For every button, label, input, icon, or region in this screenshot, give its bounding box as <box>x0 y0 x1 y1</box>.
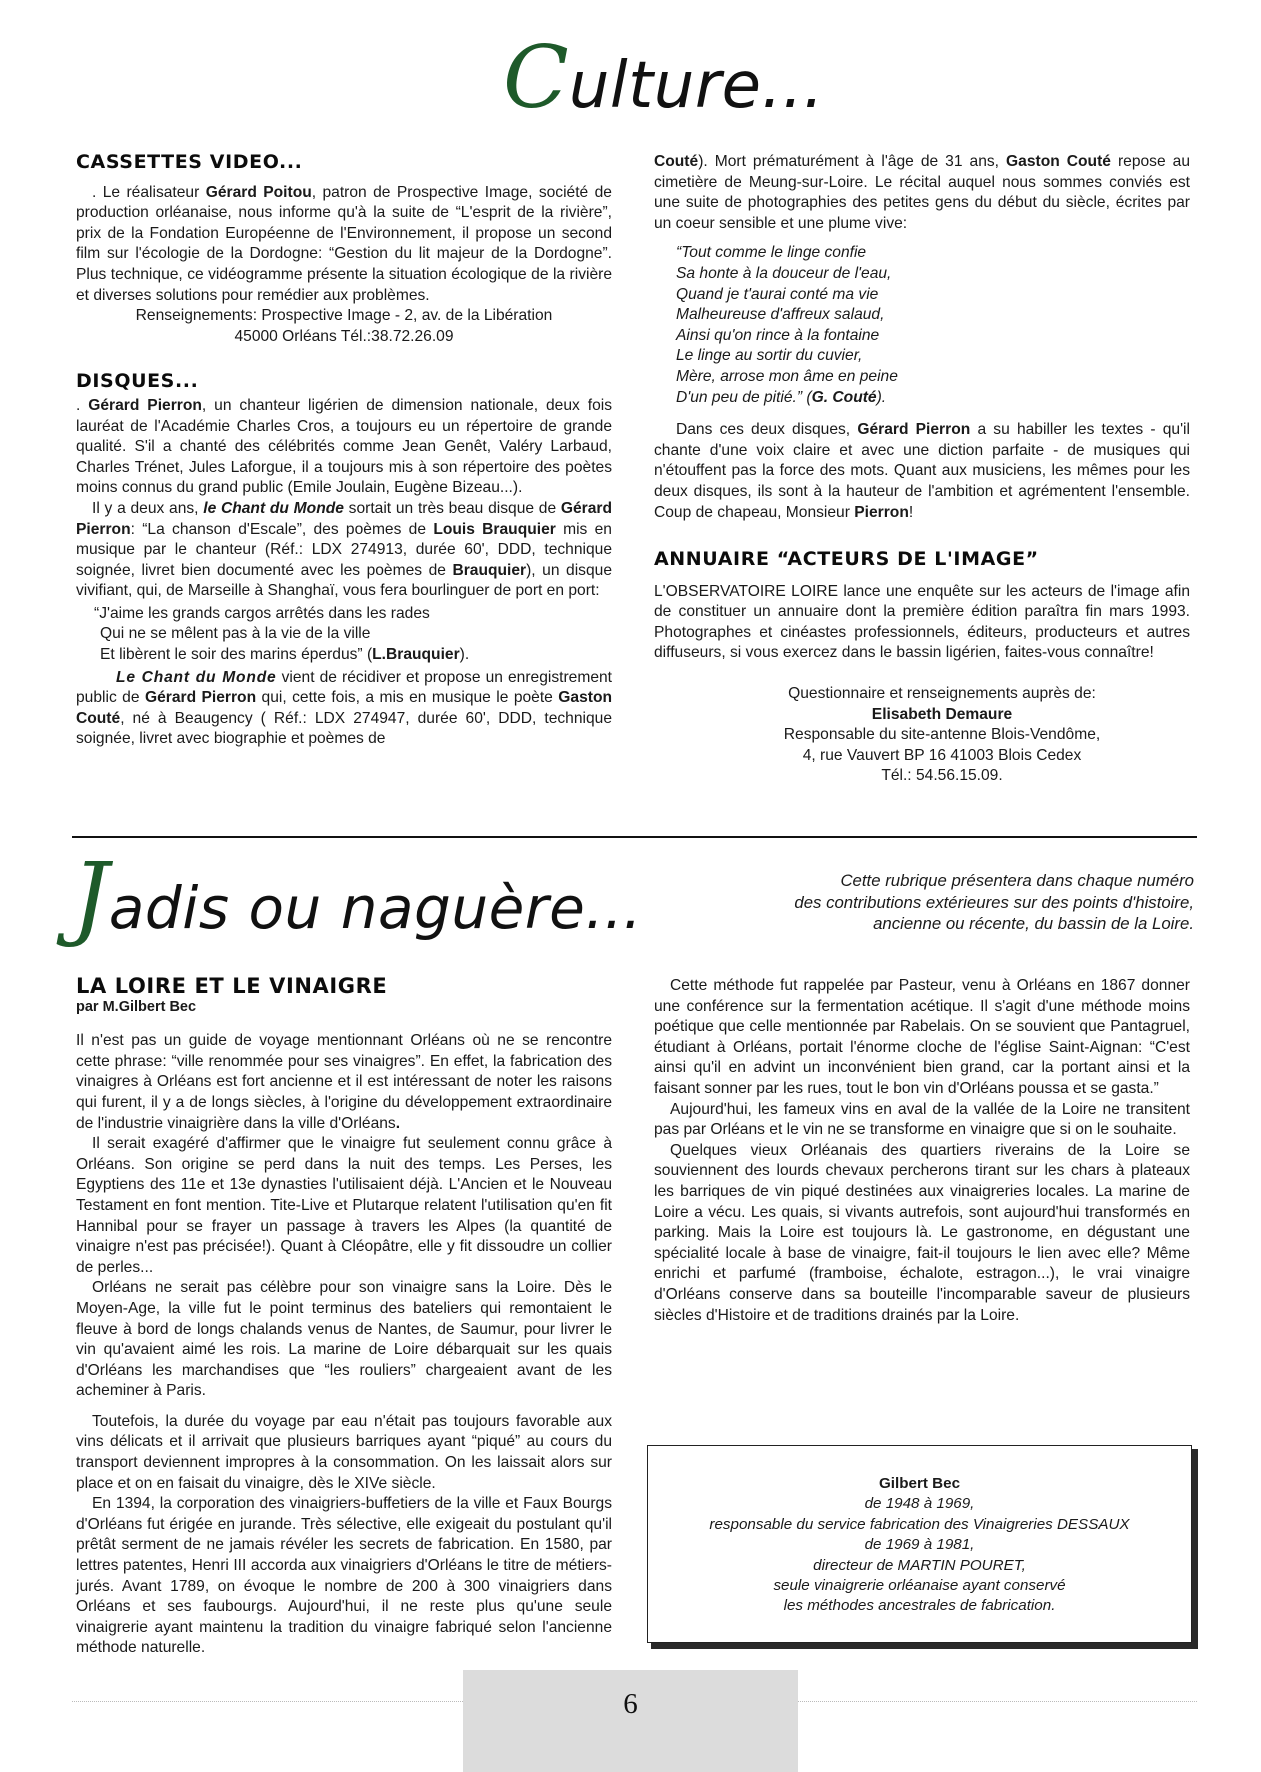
cassettes-info-line-2: 45000 Orléans Tél.:38.72.26.09 <box>234 327 454 345</box>
disques-paragraph-1: . Gérard Pierron, un chanteur ligérien de dimension nationale, deux fois lauréat de l'Académie Charles Cros, a toujours eu un répertoire de grande qualité. S'il a chanté des célébrités comme Jean Genêt, Valéry Larbaud, Charles Trénet, Jules Laforgue, il a toujours mis à son répertoire des poètes moins connus du grand public (Emile Joulain, Eugène Bizeau...). <box>76 396 612 497</box>
article-paragraph-6: Cette méthode fut rappelée par Pasteur, venu à Orléans en 1867 donner une conférence sur la fermentation acétique. Il s'agit d'une méthode moins poétique que celle mentionnée par Rabelais. On se souvient que Pantagruel, étudiant à Orléans, portait l'énorme cloche de l'église Saint-Aignan: “C'est ainsi qu'il en advint un inconvénient bien grand, car la portant ainsi et la faisant sonner par les rues, tout le bon vin d'Orléans poussa et se gasta.” <box>654 977 1190 1097</box>
jadis-title-rest: adis ou naguère... <box>108 874 643 942</box>
annuaire-paragraph: L'OBSERVATOIRE LOIRE lance une enquête sur les acteurs de l'image afin de constituer un annuaire dont la première édition paraîtra fin mars 1993. Photographes et cinéastes professionnels, éditeurs, producteurs et autres diffuseurs, si vous exercez dans le bassin ligérien, faites-vous connaître! <box>654 582 1190 662</box>
article-heading: LA LOIRE ET LE VINAIGRE <box>76 974 388 998</box>
section-heading-disques: DISQUES... <box>76 370 199 393</box>
article-byline: par M.Gilbert Bec <box>76 998 197 1015</box>
culture-title <box>503 28 825 128</box>
culture-title-rest: ulture... <box>568 49 825 123</box>
jadis-right-column <box>654 976 1190 1326</box>
section-heading-cassettes: CASSETTES VIDEO... <box>76 151 303 173</box>
article-paragraph-8: Quelques vieux Orléanais des quartiers riverains de la Loire se souviennent des lourds chevaux percherons tirant sur les chars à plateaux les barriques de vin piqué destinées aux vinaigreries locales. La marine de Loire a vécu. Les quais, si vivants autrefois, sont aujourd'hui transformés en parking. Mais la Loire est toujours là. Le gastronome, en dégustant une spécialité locale à base de vinaigre, fait-il toujours le lien avec elle? Même enrichi et parfumé (framboise, échalote, estragon...), le vrai vinaigre d'Orléans conserve dans sa bouteille l'incomparable saveur de plusieurs siècles d'Histoire et de traditions drainés par la Loire. <box>654 1141 1190 1324</box>
brauquier-poem: “J'aime les grands cargos arrêtés dans les rades Qui ne se mêlent pas à la vie de la ville Et libèrent le soir des marins éperdus” (L.Brauquier). <box>94 604 470 664</box>
jadis-title-initial: J <box>72 843 109 950</box>
bio-line: de 1969 à 1981, <box>864 1536 975 1554</box>
section-heading-annuaire: ANNUAIRE “ACTEURS DE L'IMAGE” <box>654 548 1039 571</box>
coute-poem: “Tout comme le linge confie Sa honte à la douceur de l'eau, Quand je t'aurai conté ma vie Malheureuse d'affreux salaud, Ainsi qu'on rince à la fontaine Le linge au sortir du cuvier, Mère, arrose mon âme en peine D'un peu de pitié.” (G. Couté). <box>676 244 898 406</box>
article-paragraph-3: Orléans ne serait pas célèbre pour son vinaigre sans la Loire. Dès le Moyen-Age, la ville fut le point terminus des bateliers qui remontaient le fleuve à bord de longs chalands venus de Nantes, de Saumur, pour livrer le vin qu'avaient aimé les rois. La marine de Loire débarquait sur les quais d'Orléans les marchandises que “les rouliers” chargeaient avant de les acheminer à Paris. <box>76 1279 612 1400</box>
disques-paragraph-3: Le Chant du Monde vient de récidiver et propose un enregistrement public de Gérard Pierron qui, cette fois, a mis en musique le poète Gaston Couté, né à Beaugency ( Réf.: LDX 274947, durée 60', DDD, technique soignée, livret avec biographie et poèmes de <box>76 668 613 748</box>
jadis-title <box>72 843 643 953</box>
disques-paragraph-4: Dans ces deux disques, Gérard Pierron a su habiller les textes - qu'il chante d'une voix claire et avec une diction parfaite - de musiques qui n'étouffent pas la force des mots. Quant aux musiciens, les mêmes pour les deux disques, ils sont à la hauteur de l'ambition et agrémentent l'ensemble. Coup de chapeau, Monsieur Pierron! <box>654 421 1190 521</box>
jadis-left-column <box>76 976 612 1659</box>
article-paragraph-7: Aujourd'hui, les fameux vins en aval de la vallée de la Loire ne transitent pas par Orléans et le vin ne se transforme en vinaigre que si on le souhaite. <box>654 1100 1190 1139</box>
cassettes-info-line-1: Renseignements: Prospective Image - 2, av. de la Libération <box>135 307 553 325</box>
culture-left-column <box>76 152 612 750</box>
bio-line: seule vinaigrerie orléanaise ayant conservé <box>773 1577 1066 1595</box>
page-number-bar <box>463 1670 798 1772</box>
page-number: 6 <box>623 1688 638 1720</box>
culture-title-initial: C <box>503 28 569 128</box>
bio-line: directeur de MARTIN POURET, <box>813 1556 1026 1574</box>
annuaire-contact: Questionnaire et renseignements auprès de: Elisabeth Demaure Responsable du site-antenne Blois-Vendôme, 4, rue Vauvert BP 16 41003 Blois Cedex Tél.: 54.56.15.09. <box>783 685 1101 785</box>
bio-line: de 1948 à 1969, <box>864 1495 975 1513</box>
article-paragraph-1: Il n'est pas un guide de voyage mentionnant Orléans où ne se rencontre cette phrase: “ville renommée pour ses vinaigres”. En effet, la fabrication des vinaigres à Orléans est fort ancienne et il est intéressant de noter les raisons qui furent, il y a de longs siècles, à l'origine du développement extraordinaire de l'industrie vinaigrière dans la ville d'Orléans. <box>76 1032 612 1132</box>
bio-line: les méthodes ancestrales de fabrication. <box>783 1597 1056 1615</box>
bio-line: responsable du service fabrication des Vinaigreries DESSAUX <box>709 1515 1130 1533</box>
cassettes-paragraph: . Le réalisateur Gérard Poitou, patron de Prospective Image, société de production orléanaise, nous informe qu'à la suite de “L'esprit de la rivière”, prix de la Fondation Européenne de l'Environnement, il propose un second film sur l'écologie de la Dordogne: “Gestion du lit majeur de la Dordogne”. Plus technique, ce vidéogramme présente la situation écologique de la rivière et diverses solutions pour remédier aux problèmes. <box>76 183 612 304</box>
disques-paragraph-2: Il y a deux ans, le Chant du Monde sortait un très beau disque de Gérard Pierron: “La chanson d'Escale”, des poèmes de Louis Brauquier mis en musique par le chanteur (Réf.: LDX 274913, durée 60', DDD, technique soignée, livret bien documenté avec les poèmes de Brauquier), un disque vivifiant, qui, de Marseille à Shanghaï, vous fera bourlinguer de port en port: <box>76 499 613 600</box>
bio-name: Gilbert Bec <box>878 1475 961 1492</box>
jadis-intro: Cette rubrique présentera dans chaque numéro des contributions extérieures sur des points d'histoire, ancienne ou récente, du bassin de la Loire. <box>794 871 1194 933</box>
bio-box <box>647 1445 1192 1643</box>
article-paragraph-2: Il serait exagéré d'affirmer que le vinaigre fut seulement connu grâce à Orléans. Son origine se perd dans la nuit des temps. Les Perses, les Egyptiens des 11e et 13e dynasties l'utilisaient déjà. L'Ancien et le Nouveau Testament en font mention. Tite-Live et Plutarque relatent l'utilisation qu'en fit Hannibal pour se frayer un passage à travers les Alpes (la quantité de vinaigre n'est pas précisée!). Quant à Cléopâtre, elle y fit dissoudre un collier de perles... <box>76 1135 612 1276</box>
article-paragraph-5: En 1394, la corporation des vinaigriers-buffetiers de la ville et Faux Bourgs d'Orléans fut érigée en jurande. Très sélective, elle exigeait du postulant qu'il prêtât serment de ne jamais révéler les secrets de fabrication. En 1580, par lettres patentes, Henri III accorda aux vinaigriers d'Orléans le titre de métiers-jurés. Avant 1789, on évoque le nombre de 200 à 300 vinaigriers dans Orléans et ses faubourgs. Aujourd'hui, il ne reste plus qu'une seule vinaigrerie ayant maintenu la tradition du vinaigre fabriqué selon l'ancienne méthode naturelle. <box>76 1495 612 1657</box>
article-paragraph-4: Toutefois, la durée du voyage par eau n'était pas toujours favorable aux vins délicats et il arrivait que plusieurs barriques ayant “piqué” au cours du transport deviennent impropres à la consommation. On les laissait alors sur place et on en faisait du vinaigre, dès le XIVe siècle. <box>76 1412 612 1492</box>
section-divider <box>72 836 1197 838</box>
culture-right-column <box>654 152 1190 787</box>
disques-paragraph-3-continued: Couté). Mort prématurément à l'âge de 31 ans, Gaston Couté repose au cimetière de Meung-sur-Loire. Le récital auquel nous sommes conviés est une suite de photographies des petites gens du début du siècle, écrites par un coeur sensible et une plume vive: <box>654 153 1191 232</box>
